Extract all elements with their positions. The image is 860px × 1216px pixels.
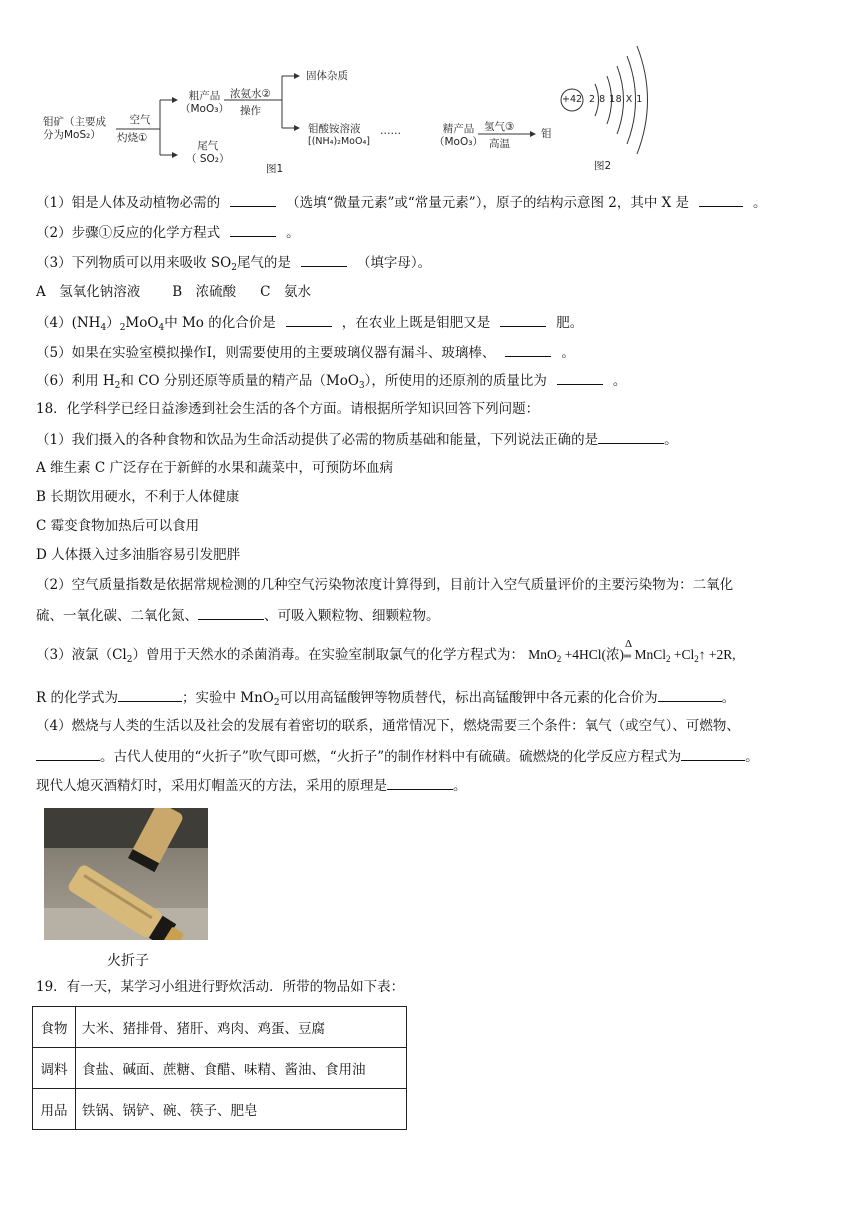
- answer-blank[interactable]: [301, 252, 347, 267]
- photo-caption: 火折子: [107, 953, 149, 969]
- answer-blank[interactable]: [598, 429, 664, 444]
- q19-stem: 19．有一天，某学习小组进行野炊活动．所带的物品如下表：: [36, 979, 405, 995]
- q18-part3-line2: R 的化学式为 ；实验中 MnO$_2$可以用高锰酸钾等物质替代，标出高锰酸钾中各元素的化合价为 。: [36, 687, 735, 708]
- crude-product-label: 粗产品 （MoO₃）: [180, 90, 229, 115]
- q18-option-b: B 长期饮用硬水，不利于人体健康: [36, 489, 240, 505]
- electron-counts: 2 8 18 X 1: [589, 94, 643, 105]
- solid-impurity-label: 固体杂质: [306, 70, 348, 82]
- answer-blank[interactable]: [198, 605, 264, 620]
- answer-blank[interactable]: [699, 192, 743, 207]
- fire-starter-photo: [44, 808, 208, 940]
- ore-label: 钼矿（主要成 分为MoS₂）: [43, 116, 106, 141]
- q17-part3-options: A 氢氧化钠溶液 B 浓硫酸 C 氨水: [36, 284, 312, 300]
- step1-top-label: 空气: [129, 114, 151, 126]
- q18-option-c: C 霉变食物加热后可以食用: [36, 518, 200, 534]
- q18-option-d: D 人体摄入过多油脂容易引发肥胖: [36, 547, 241, 563]
- q18-option-a: A 维生素 C 广泛存在于新鲜的水果和蔬菜中，可预防坏血病: [36, 460, 393, 476]
- step3-bottom-label: 高温: [489, 138, 510, 150]
- q17-part4: $(4)(NH_4)_2MoO_4$中 Mo 的化合价是 ，在农业上既是钼肥又是 肥。: [36, 312, 583, 333]
- q18-part4-line3: 现代人熄灭酒精灯时，采用灯帽盖灭的方法，采用的原理是 。: [36, 775, 467, 796]
- row-value: 食盐、碱面、蔗糖、食醋、味精、酱油、食用油: [76, 1048, 407, 1089]
- table-row: [33, 1089, 407, 1130]
- picnic-items-table: [32, 1006, 407, 1130]
- q18-part2-line2: 硫、一氧化碳、二氧化氮、 、可吸入颗粒物、细颗粒物。: [36, 605, 440, 626]
- answer-blank[interactable]: [505, 342, 551, 357]
- table-row: [33, 1007, 407, 1048]
- answer-blank[interactable]: [230, 222, 276, 237]
- answer-blank[interactable]: [36, 746, 100, 761]
- row-value: 大米、猪排骨、猪肝、鸡肉、鸡蛋、豆腐: [76, 1007, 407, 1048]
- fire-starter-illustration: [44, 808, 208, 940]
- q17-part5: （5）如果在实验室模拟操作I，则需要使用的主要玻璃仪器有漏斗、玻璃棒、 。: [36, 342, 575, 363]
- row-key: 调料: [33, 1048, 76, 1089]
- step3-top-label: 氢气③: [484, 121, 515, 133]
- table-row: [33, 1048, 407, 1089]
- answer-blank[interactable]: [500, 312, 546, 327]
- molybdenum-product-label: 钼: [541, 128, 552, 140]
- row-key: 用品: [33, 1089, 76, 1130]
- answer-blank[interactable]: [286, 312, 332, 327]
- figure1-caption: 图1: [266, 163, 284, 175]
- q17-part6: （6）利用 $H_2$和 CO 分别还原等质量的精产品（MoO$_3$），所使用的还原剂的质量比为 。: [36, 370, 626, 391]
- q18-part2-line1: （2）空气质量指数是依据常规检测的几种空气污染物浓度计算得到，目前计入空气质量评价的主要污染物为：二氧化: [36, 577, 734, 593]
- q17-part3: （3）下列物质可以用来吸收 $SO_2$尾气的是 （填字母）。: [36, 252, 431, 273]
- q18-stem: 18．化学科学已经日益渗透到社会生活的各个方面。请根据所学知识回答下列问题：: [36, 401, 540, 417]
- figure2-caption: 图2: [594, 160, 612, 172]
- answer-blank[interactable]: [387, 775, 453, 790]
- q18-part1: （1）我们摄入的各种食物和饮品为生命活动提供了必需的物质基础和能量，下列说法正确的是 。: [36, 429, 678, 450]
- step2-top-label: 浓氨水②: [230, 88, 271, 100]
- fine-product-label: 精产品 （MoO₃）: [434, 123, 483, 148]
- q18-part4-line1: （4）燃烧与人类的生活以及社会的发展有着密切的联系，通常情况下，燃烧需要三个条件：氧气（或空气）、可燃物、: [36, 718, 740, 734]
- q17-part2: （2）步骤①反应的化学方程式 。: [36, 222, 300, 243]
- q18-part3-line1: （3）液氯$(Cl_2)$曾用于天然水的杀菌消毒。在实验室制取氯气的化学方程式为： MnO$_2$ +4HCl(浓) Δ ═ MnCl$_2$ $+Cl_2↑ +2R$,: [36, 638, 736, 665]
- step2-bottom-label: 操作: [240, 105, 261, 117]
- ellipsis-label: ……: [380, 125, 401, 137]
- flowchart-arrows: [0, 0, 620, 190]
- answer-blank[interactable]: [658, 687, 722, 702]
- solution-label: 钼酸铵溶液 [(NH₄)₂MoO₄]: [308, 123, 370, 147]
- answer-blank[interactable]: [118, 687, 182, 702]
- q17-part1: （1）钼是人体及动植物必需的 （选填“微量元素”或“常量元素”），原子的结构示意图 2，其中 X 是 。: [36, 192, 767, 213]
- chlorine-equation: MnO$_2$ +4HCl(浓) Δ ═ MnCl$_2$ $+Cl_2↑ +2R$,: [528, 638, 736, 664]
- answer-blank[interactable]: [230, 192, 276, 207]
- row-value: 铁锅、锅铲、碗、筷子、肥皂: [76, 1089, 407, 1130]
- answer-blank[interactable]: [557, 370, 603, 385]
- answer-blank[interactable]: [681, 746, 745, 761]
- step1-bottom-label: 灼烧①: [117, 132, 148, 144]
- tail-gas-label: 尾气 （ SO₂）: [186, 140, 230, 165]
- row-key: 食物: [33, 1007, 76, 1048]
- q18-part4-line2: 。古代人使用的“火折子”吹气即可燃，“火折子”的制作材料中有硫磺。硫燃烧的化学反应方程式为 。: [36, 746, 759, 767]
- nucleus-charge: +42: [562, 94, 583, 105]
